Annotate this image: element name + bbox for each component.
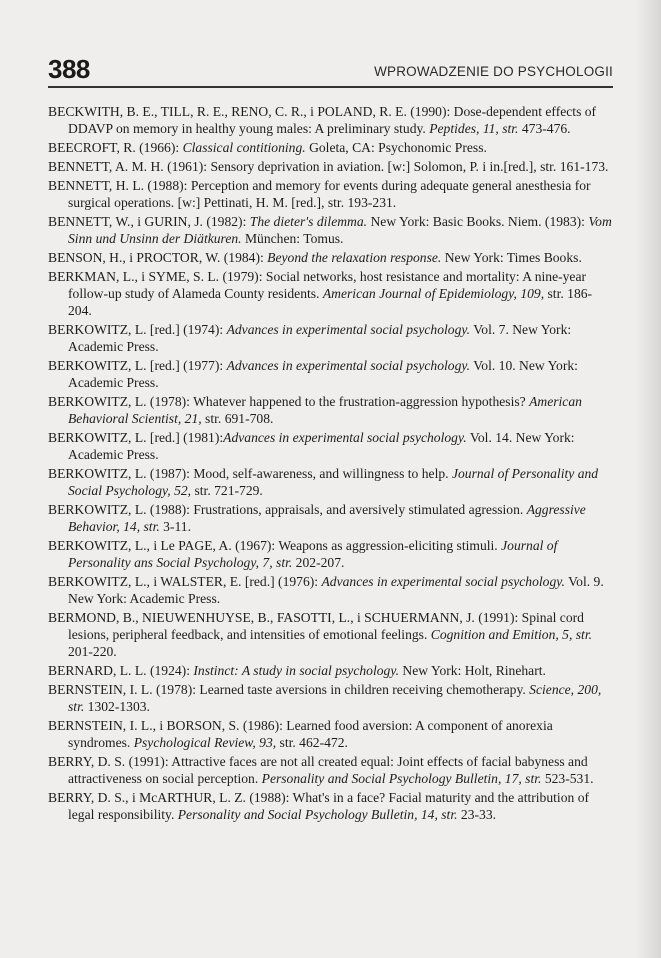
reference-text: BERKOWITZ, L. [red.] (1981):: [48, 430, 224, 445]
reference-entry: [48, 103, 613, 137]
reference-entry: [48, 789, 613, 823]
reference-italic-text: Classical contitioning.: [182, 140, 306, 155]
reference-italic-text: Advances in experimental social psychology.: [226, 322, 471, 337]
reference-text: BERKMAN, L., i SYME, S. L. (1979): Social networks, host resistance and mortality: A nine-year follow-up study of Alameda County residents.: [48, 269, 587, 301]
reference-text: Goleta, CA: Psychonomic Press.: [305, 140, 487, 155]
reference-italic-text: Advances in experimental social psychology.: [223, 430, 467, 445]
reference-text: BERKOWITZ, L., i Le PAGE, A. (1967): Weapons as aggression-eliciting stimuli.: [48, 538, 502, 553]
reference-italic-text: American Behavioral Scientist, 21,: [68, 394, 582, 426]
reference-text: Vol. 14. New York: Academic Press.: [68, 430, 575, 462]
reference-entry: [48, 501, 613, 535]
reference-text: BENNETT, W., i GURIN, J. (1982):: [48, 214, 250, 229]
reference-italic-text: Aggressive Behavior, 14, str.: [68, 502, 586, 534]
reference-text: str. 721-729.: [191, 483, 263, 498]
reference-entry: [48, 158, 613, 175]
reference-entry: [48, 321, 613, 355]
page-number: 388: [48, 54, 90, 84]
reference-text: BERKOWITZ, L. (1987): Mood, self-awareness, and willingness to help.: [48, 466, 452, 481]
page-header: [48, 54, 613, 84]
reference-text: BERKOWITZ, L., i WALSTER, E. [red.] (1976):: [48, 574, 322, 589]
reference-text: BERKOWITZ, L. (1978): Whatever happened to the frustration-aggression hypothesis?: [48, 394, 530, 409]
reference-text: 1302-1303.: [84, 699, 150, 714]
reference-text: BERNSTEIN, I. L. (1978): Learned taste aversions in children receiving chemotherapy.: [48, 682, 530, 697]
reference-entry: [48, 681, 613, 715]
reference-text: BEECROFT, R. (1966):: [48, 140, 183, 155]
reference-text: 523-531.: [541, 771, 594, 786]
reference-entry: [48, 249, 613, 266]
reference-entry: [48, 268, 613, 319]
reference-entry: [48, 573, 613, 607]
reference-text: New York: Basic Books. Niem. (1983):: [367, 214, 589, 229]
reference-text: BENNETT, A. M. H. (1961): Sensory deprivation in aviation. [w:] Solomon, P. i in.[red.], str. 161-173.: [48, 159, 609, 174]
reference-italic-text: American Journal of Epidemiology, 109,: [322, 286, 545, 301]
reference-italic-text: Cognition and Emition, 5, str.: [430, 627, 593, 642]
page-edge-shadow: [635, 0, 661, 958]
reference-entry: [48, 393, 613, 427]
reference-entry: [48, 662, 613, 679]
reference-text: BERMOND, B., NIEUWENHUYSE, B., FASOTTI, L., i SCHUERMANN, J. (1991): Spinal cord lesions, peripheral feedback, and intensities of emotional feelings.: [48, 610, 584, 642]
reference-text: 201-220.: [68, 644, 117, 659]
reference-text: BENSON, H., i PROCTOR, W. (1984):: [48, 250, 268, 265]
reference-entry: [48, 213, 613, 247]
reference-text: Vol. 7. New York: Academic Press.: [68, 322, 572, 354]
reference-text: München: Tomus.: [241, 231, 344, 246]
reference-entry: [48, 537, 613, 571]
reference-italic-text: Advances in experimental social psychology.: [321, 574, 565, 589]
reference-text: BERKOWITZ, L. (1988): Frustrations, appraisals, and aversively stimulated agression.: [48, 502, 527, 517]
reference-entry: [48, 357, 613, 391]
reference-entry: [48, 465, 613, 499]
reference-entry: [48, 177, 613, 211]
reference-text: BERNSTEIN, I. L., i BORSON, S. (1986): Learned food aversion: A component of anorexia syndromes.: [48, 718, 553, 750]
reference-text: str. 462-472.: [276, 735, 348, 750]
reference-text: 3-11.: [159, 519, 191, 534]
reference-italic-text: Science, 200, str.: [68, 682, 602, 714]
reference-text: Vol. 10. New York: Academic Press.: [68, 358, 578, 390]
reference-entry: [48, 609, 613, 660]
reference-text: BECKWITH, B. E., TILL, R. E., RENO, C. R., i POLAND, R. E. (1990): Dose-dependent effects of DDAVP on memory in healthy young males: A preliminary study.: [48, 104, 597, 136]
reference-italic-text: Personality and Social Psychology Bulletin, 17, str.: [261, 771, 542, 786]
reference-text: BERKOWITZ, L. [red.] (1977):: [48, 358, 227, 373]
reference-italic-text: Journal of Personality and Social Psychology, 52,: [68, 466, 599, 498]
reference-italic-text: Peptides, 11, str.: [429, 121, 519, 136]
reference-text: BERKOWITZ, L. [red.] (1974):: [48, 322, 227, 337]
reference-italic-text: Journal of Personality ans Social Psychology, 7, str.: [68, 538, 558, 570]
reference-text: New York: Times Books.: [441, 250, 582, 265]
reference-text: BERNARD, L. L. (1924):: [48, 663, 194, 678]
reference-text: 202-207.: [292, 555, 345, 570]
reference-italic-text: Instinct: A study in social psychology.: [193, 663, 400, 678]
reference-text: BERRY, D. S. (1991): Attractive faces are not all created equal: Joint effects of facial babyness and attractiveness on social perception.: [48, 754, 588, 786]
reference-italic-text: Advances in experimental social psychology.: [226, 358, 471, 373]
reference-italic-text: Beyond the relaxation response.: [267, 250, 442, 265]
reference-text: New York: Holt, Rinehart.: [399, 663, 546, 678]
reference-entry: [48, 753, 613, 787]
reference-entry: [48, 717, 613, 751]
reference-italic-text: Personality and Social Psychology Bulletin, 14, str.: [177, 807, 458, 822]
reference-text: 473-476.: [518, 121, 571, 136]
reference-text: Vol. 9. New York: Academic Press.: [68, 574, 604, 606]
reference-text: str. 691-708.: [201, 411, 274, 426]
reference-italic-text: The dieter's dilemma.: [249, 214, 368, 229]
reference-text: str. 186-204.: [68, 286, 593, 318]
running-title: WPROWADZENIE DO PSYCHOLOGII: [374, 64, 613, 79]
reference-text: 23-33.: [457, 807, 497, 822]
reference-entry: [48, 139, 613, 156]
reference-entry: [48, 429, 613, 463]
reference-text: BERRY, D. S., i McARTHUR, L. Z. (1988): What's in a face? Facial maturity and the attribution of legal responsibility.: [48, 790, 590, 822]
reference-text: BENNETT, H. L. (1988): Perception and memory for events during adequate general anesthesia for surgical operations. [w:] Pettinati, H. M. [red.], str. 193-231.: [48, 178, 591, 210]
reference-italic-text: Vom Sinn und Unsinn der Diätkuren.: [68, 214, 612, 246]
reference-italic-text: Psychological Review, 93,: [133, 735, 277, 750]
header-divider: [48, 86, 613, 88]
reference-list: [48, 103, 613, 825]
